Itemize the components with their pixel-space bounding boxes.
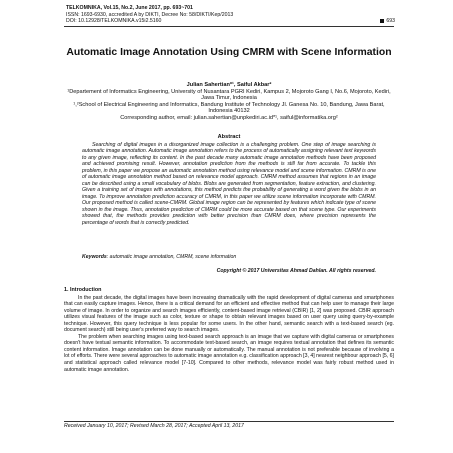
introduction-paragraph-1: In the past decade, the digital images have been increasing dramatically with the rapid development of digital cameras and smartphones that can easily capture images. Hence, there is a critical demand for an efficient and effective method that can help user to manage their large volume of image. In order to organize and search images efficiently, content-based image retrieval (CBIR) [1, 2] was proposed. CBIR approach utilizes visual features of the image such as color, texture or shape to obtain relevant images based on user query using query-by-example technique. However, this query technique is less popular for some users. In the other hand, semantic search with a text-based search (eg. document search) still being user's preferred way to search images. bbox=[64, 294, 394, 334]
abstract-heading: Abstract bbox=[217, 134, 241, 140]
author-names: Julian Sahertian*¹, Saiful Akbar² bbox=[186, 82, 272, 88]
abstract-section bbox=[82, 134, 376, 226]
page-number-block bbox=[380, 18, 395, 24]
page-number: 693 bbox=[386, 18, 395, 24]
copyright-notice: Copyright © 2017 Universitas Ahmad Dahlan. All rights reserved. bbox=[216, 268, 376, 274]
abstract-text: Searching of digital images in a disorganized image collection is a challenging problem. One step of image searching is automatic image annotation. Automatic image annotation refers to the process of automatically assigning relevant text keywords to any given image, reflecting its content. In the past decade many automatic image annotation methods have been proposed and achieved promising result. However, annotation prediction from the methods is still far from accurate. To tackle this problem, in this paper we propose an automatic annotation method using relevance model and scene information. CMRM is one of automatic image annotation method based on relevance model approach. CMRM method assumes that regions in an image can be described using a small vocabulary of blobs. Blobs are generated from segmentation, feature extraction, and clustering. Given a training set of images with annotations, this method predicts the probability of generating a word given the blobs in an image. To improve annotation prediction accuracy of CMRM, in this paper we utilize scene information incorporate with CMRM. Our proposed method is called scene-CMRM. Global image region can be represented by features which indicate type of scene shown in the image. Thus, annotation prediction of CMRM could be more accurate based on that scene type. Our experiments showed that, the methods provides prediction with better precision than CMRM does, where precision represents the percentage of words that is correctly predicted. bbox=[82, 141, 376, 226]
journal-line: TELKOMNIKA, Vol.15, No.2, June 2017, pp. 693~701 bbox=[66, 5, 193, 11]
corresponding-author: Corresponding author, email: julian.sahertian@unpkediri.ac.id*¹, saiful@informatika.org² bbox=[120, 114, 338, 121]
keywords bbox=[82, 254, 376, 260]
author-block bbox=[64, 82, 394, 122]
introduction-section bbox=[64, 287, 394, 373]
journal-header bbox=[66, 5, 396, 25]
introduction-paragraph-2: The problem when searching images using text-based search approach is an image that we capture with digital cameras or smartphones doesn't have textual semantic information. To accommodate text-based search, an image requires textual annotation that defines its semantic content information. Image annotation can be done manually or automatically. The manual annotation is not preferable because of involving a lot of efforts. There were several approaches to automatic image annotation e.g. classification approach [3, 4] nearest neighbour approach [5, 6] and statistical approach called relevance model [7-10]. Compared to other methods, relevance model was fairly robust method used in automatic image annotation. bbox=[64, 333, 394, 373]
header-divider bbox=[64, 26, 394, 27]
keywords-label: Keywords bbox=[82, 254, 107, 260]
introduction-heading: 1. Introduction bbox=[64, 287, 102, 293]
affiliation-1: ¹Departement of Informatics Engineering, University of Nusantara PGRI Kediri, Kampus 2, Mojoroto Gang I, No.6, Mojoroto, Kediri, Jawa Timur, Indonesia bbox=[67, 88, 391, 102]
square-bullet-icon bbox=[380, 19, 384, 23]
received-dates: Received January 10, 2017; Revised March 28, 2017; Accepted April 13, 2017 bbox=[64, 421, 394, 429]
doi-line: DOI: 10.12928/TELKOMNIKA.v15i2.5160 bbox=[66, 18, 162, 25]
keywords-text: : automatic image annotation, CMRM, scene information bbox=[106, 254, 237, 260]
issn-line: ISSN: 1693-6930, accredited A by DIKTI, Decree No: 58/DIKTI/Kep/2013 bbox=[66, 11, 234, 18]
affiliation-2: ¹,²School of Electrical Engineering and Informatics, Bandung Institute of Technology Jl. Ganesa No. 10, Bandung, Jawa Barat, Indonesia 40132 bbox=[73, 101, 385, 115]
paper-title: Automatic Image Annotation Using CMRM with Scene Information bbox=[66, 47, 392, 58]
